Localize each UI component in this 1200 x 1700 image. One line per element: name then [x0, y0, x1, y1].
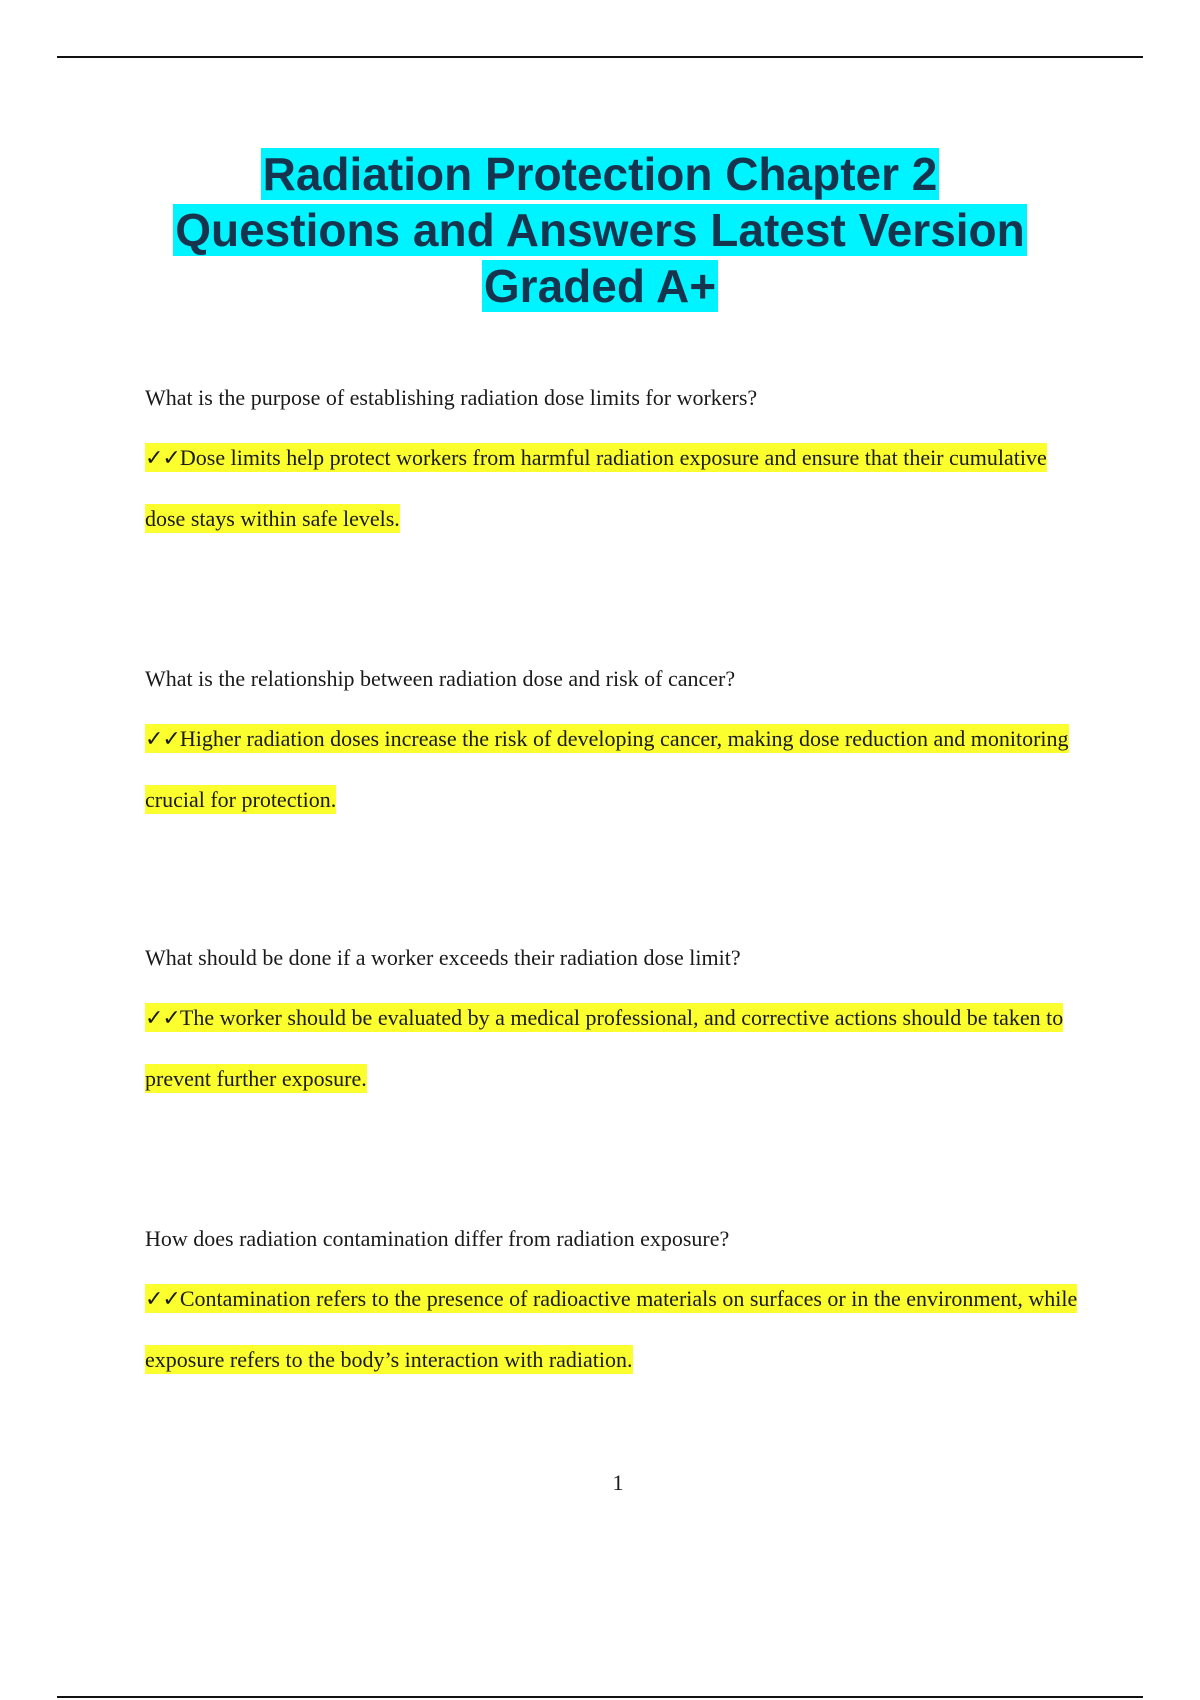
- answer-block: [145, 428, 1085, 549]
- page-number: 1: [612, 1470, 624, 1495]
- footer-rule: [57, 1696, 1143, 1698]
- title-line-1: Radiation Protection Chapter 2: [262, 148, 938, 200]
- answer-block: [145, 709, 1085, 830]
- question-text: What should be done if a worker exceeds their radiation dose limit?: [145, 945, 741, 970]
- answer-block: [145, 988, 1085, 1109]
- answer-text: Contamination refers to the presence of radioactive materials on surfaces or in the environment, while exposure refers to the body’s interaction with radiation.: [145, 1286, 1078, 1372]
- answer-text: Dose limits help protect workers from harmful radiation exposure and ensure that their cumulative dose stays within safe levels.: [145, 445, 1047, 531]
- qa-item: [145, 665, 1085, 830]
- question-text: How does radiation contamination differ from radiation exposure?: [145, 1226, 730, 1251]
- header-rule: [57, 56, 1143, 58]
- qa-item: [145, 384, 1085, 549]
- document-title: [100, 146, 1100, 314]
- question-text: What is the relationship between radiation dose and risk of cancer?: [145, 666, 736, 691]
- answer-text: Higher radiation doses increase the risk of developing cancer, making dose reduction and monitoring crucial for protection.: [145, 726, 1069, 812]
- answer-block: [145, 1269, 1085, 1390]
- double-check-icon: ✓✓: [145, 446, 180, 471]
- qa-item: [145, 944, 1085, 1109]
- double-check-icon: ✓✓: [145, 1287, 180, 1312]
- qa-item: [145, 1225, 1085, 1390]
- question-text: What is the purpose of establishing radiation dose limits for workers?: [145, 385, 758, 410]
- answer-text: The worker should be evaluated by a medical professional, and corrective actions should be taken to prevent further exposure.: [145, 1005, 1064, 1091]
- double-check-icon: ✓✓: [145, 727, 180, 752]
- title-line-3: Graded A+: [483, 260, 717, 312]
- double-check-icon: ✓✓: [145, 1006, 180, 1031]
- title-line-2: Questions and Answers Latest Version: [175, 204, 1025, 256]
